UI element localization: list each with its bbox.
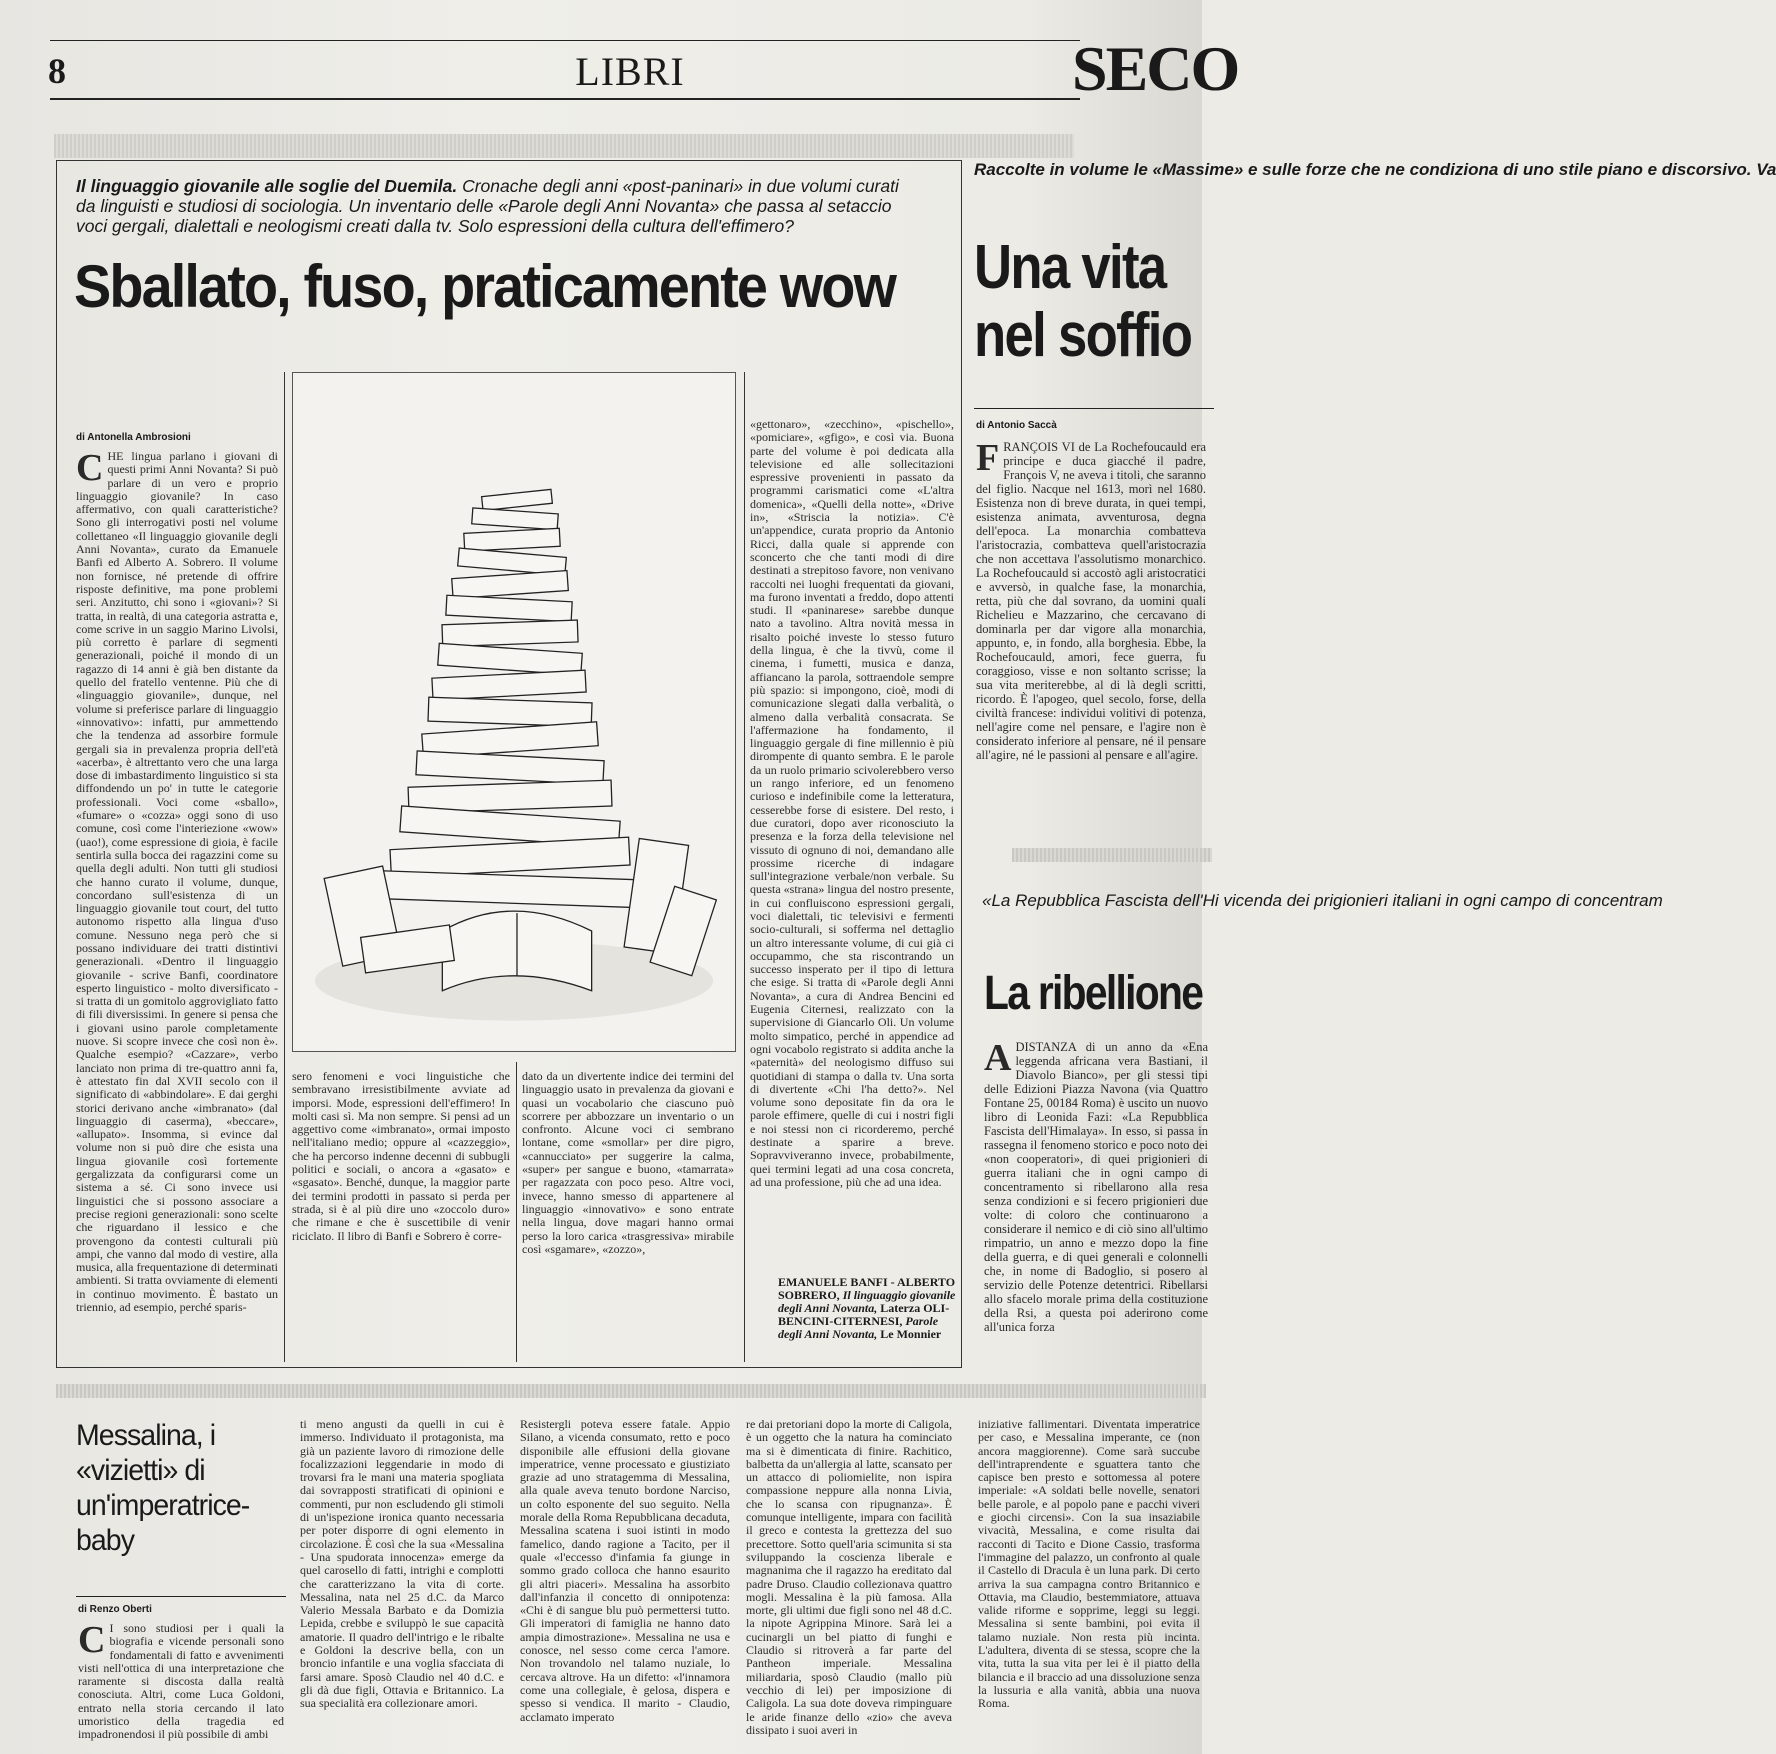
- book-credits: [778, 1276, 956, 1341]
- column-text: «gettonaro», «zecchino», «pischello», «pomiciare», «gfigo», e così via. Buona parte del volume è poi dedicata alla televisione ed alle sollecitazioni espressive provenienti in passato da programmi carismatici come «L'altra domenica», «Quelli della notte», «Drive in», «Striscia la notizia». C'è un'appendice, curata proprio da Antonio Ricci, dalla quale si apprende con sconcerto che che tanti modi di dire destinati a strepitoso favore, non venivano raccolti nei luoghi frequentati da giovani, ma furono inventati a freddo, dopo attenti studi. Il «paninarese» sarebbe dunque nato a tavolino. Altra novità messa in risalto poiché investe lo stesso futuro della lingua, è che la tivvù, come il cinema, i fumetti, musica e danza, affiancano la parola, sottraendole sempre più spazio: si impongono, cioè, modi di comunicazione slegati dalla verbalità, o almeno dalla verbalità consacrata. Se l'affermazione ha fondamento, il linguaggio gergale di fine millennio è più dirompente di quanto sembra. E le parole da un ruolo primario scivolerebbero verso un rango inferiore, ed un fenomeno curioso e indefinibile come la letteratura, cesserebbe forse di esistere. Del resto, i due curatori, dopo aver riconosciuto la presenza e la forza della televisione nel vissuto di ognuno di noi, demandano alle prossime ricerche di indagare sull'integrazione verbale/non verbale. Su questa «strana» lingua del nostro presente, in cui confluiscono espressioni gergali, voci dialettali, tic televisivi e fermenti socio-culturali, si sofferma nel dettaglio un altro interessante volume, di cui già ci occupammo, che sta riscontrando un successo insperato per il tipo di lettura che esige. Si tratta di «Parole degli Anni Novanta», a cura di Andrea Bencini ed Eugenia Citernesi, realizzato con la supervisione di Giancarlo Oli. Un volume molto simpatico, perché in appendice ad ogni vocabolo registrato si addita anche la «paternità» del neologismo diffuso sui quotidiani di stampa o dalla tv. Una sorta di divertente «Chi l'ha detto?». Nel volume sono depositate fin da ora le parole effimere, quelle di cui i nostri figli e noi stessi non ci ricorderemo, perché destinate a sparire a breve. Sopravviveranno invece, probabilmente, quei termini legati ad una cosa concreta, ad una professione, più che ad una idea.: [750, 417, 954, 1189]
- article-byline: di Antonella Ambrosioni: [76, 432, 191, 443]
- column-text: ti meno angusti da quelli in cui è immerso. Individuato il protagonista, ma già un paziente lavoro di rimozione delle focalizzazioni leggendarie in modo di trovarsi fra le mani una materia spogliata dai sovrapposti stratificati di opinioni e commenti, pur non escludendo gli stimoli di un'ispezione ironica quanto necessaria per poter disporre di ogni elemento in circolazione. È così che la sua «Messalina - Una spudorata innocenza» emerge da quel carosello di fatti, intrighi e complotti che caratterizzano la vita di corte. Messalina, nata nel 25 d.C. da Marco Valerio Messala Barbato e da Domizia Lepida, crebbe e sviluppò le sue capacità amatorie. Il quadro dell'intrigo e le ribalte e Goldoni la descrive bella, con un broncio infantile e una voglia sfacciata di farsi amare. Sposò Claudio nel 40 d.C. e gli dà due figli, Ottavia e Britannico. La sua specialità era collezionare amori.: [300, 1417, 504, 1711]
- credit-authors-2: OLI-BENCINI-CITERNESI,: [778, 1301, 950, 1328]
- column-text: I sono studiosi per i quali la biografia e vicende personali sono fondamentali di fatto e avvenimenti visti nell'ottica di una interpretazione che raramente si discosta dalla realtà conosciuta. Altri, come Luca Goldoni, entrato nella storia cercando il lato umoristico della tragedia ed impadronendosi il più possibile di ambi: [78, 1621, 284, 1742]
- headline-line: Una vita: [974, 233, 1166, 302]
- right-rule: [974, 408, 1214, 409]
- right-article-2-kicker: «La Repubblica Fascista dell'Hi vicenda dei prigionieri italiani in ogni campo di concentram: [982, 891, 1663, 910]
- credit-title-2: Parole degli Anni Novanta,: [778, 1314, 939, 1341]
- masthead: [0, 0, 1239, 120]
- dropcap: C: [76, 447, 104, 489]
- credit-publisher-1: Laterza: [880, 1301, 921, 1315]
- bottom-article-column-5: [978, 1418, 1200, 1754]
- column-divider: [284, 372, 285, 1362]
- column-text: iniziative fallimentari. Diventata imperatrice per caso, e Messalina imperante, ce (non ancora maggiorenne). Come sarà succube dell'intraprendente e sguattera tanto che capisce ben presto e sottomessa al potere imperiale: «A soldati belle novelle, senatori belle parole, e al popolo pane e pacchi viveri e giochi circensi». Con la sua insaziabile vivacità, Messalina, e come risulta dai racconti di Tacito e Dione Cassio, trasforma l'immagine del palazzo, un confronto al quale il Castello di Dracula è un luna park. Di certo arriva la sua campagna contro Britannico e Ottavia, ma Claudio, bestemmiatore, attuava valide riforme e sopprime, leggi su leggi. Messalina si sente bambini, poi evita il talamo nuziale. Non resta più incinta. L'adultera, diventa di se stessa, scopre che la vita, tutta la sua vita per lei è il piatto della bilancia e il braccio ad una dissoluzione senza la lussuria e alla vanità, abbia una nuova Roma.: [978, 1417, 1200, 1711]
- column-text: HE lingua parlano i giovani di questi primi Anni Novanta? Si può parlare di un vero e proprio linguaggio giovanile? In caso affermativo, con quali caratteristiche? Sono gli interrogativi posti nel volume collettaneo «Il linguaggio giovanile degli Anni Novanta», curato da Emanuele Banfi ed Alberto A. Sobrero. Il volume non fornisce, né pretende di offrire risposte definitive, ma pone problemi seri. Anzitutto, chi sono i «giovani»? Si tratta, in realtà, di una categoria astratta e, come scrive in un saggio Marino Livolsi, più corretto è parlare di segmenti generazionali, poiché il mondo di un ragazzo di 14 anni è già ben distante da quello del fratello ventenne. Più che di «linguaggio giovanile», dunque, nel volume si preferisce parlare di linguaggio «innovativo»: infatti, pur ammettendo che la tendenza ad assorbire formule gergali sia in prevalenza propria dell'età «acerba», è altrettanto vero che una larga dose di imbastardimento linguistico si sta diffondendo un po' in tutte le categorie professionali. Voci come «sballo», «fumare» o «cozza» oggi sono di uso comune, così come l'interiezione «wow» (uao!), come espressione di gioia, è facile sentirla sulla bocca dei ragazzini come su quella degli adulti. Non tutti gli studiosi che hanno curato il volume, dunque, concordano sull'esistenza di un linguaggio giovanile tout court, del tutto autonomo rispetto alla lingua d'uso comune. Nessuno nega però che si possano individuare dei tratti distintivi generazionali. «Dentro il linguaggio giovanile - scrive Banfi, coordinatore esperto linguistico - molto diversificato - si tratta di un gomitolo aggrovigliato fatto di fili diversissimi. In genere si pensa che i giovani usino parole completamente nuove. Si scopre invece che così non è». Qualche esempio? «Cazzare», verbo lanciato non prima di tre-quattro anni fa, è attestato fin dal XVII secolo con il significato di «abbindolare». E dai gerghi storici derivano anche «imbranato» (dal linguaggio di caserma), «beccare», «allupato». Insomma, si evince dal volume non si può dire che esista una lingua giovanile così fortemente gergalizzata da configurarsi come un sistema a sé. Ci sono invece usi linguistici che si possono associare a precise regioni generazionali: sono scelte che riguardano il lessico e che provengono da contesti culturali più ampi, che vanno dal modo di vestire, alla musica, alla frequentazione di determinati ambienti. Si tratta ovviamente di elementi in continuo movimento. È bastato un triennio, ad esempio, perché sparis-: [76, 449, 278, 1314]
- credit-authors-1: EMANUELE BANFI - ALBERTO SOBRERO,: [778, 1275, 956, 1302]
- right-article-2-headline: La ribellione: [984, 967, 1203, 1020]
- column-divider: [744, 372, 745, 1362]
- gray-band: [56, 1384, 1206, 1398]
- column-text: Resistergli poteva essere fatale. Appio Silano, a vicenda consumato, retto e poco disponibile alle effusioni della giovane imperatrice, venne processato e giustiziato grazie ad uno stratagemma di Messalina, alla quale aveva tenuto bordone Narciso, un colto esponente del suo seguito. Nella morale della Roma Repubblicana decaduta, Messalina scatena i suoi istinti in modo famelico, dando ragione a Tacito, per il quale «l'eccesso d'infamia fa giunge in sommo grado colloca che hanno esaurito gli altri piaceri». Messalina ha assorbito dall'infanzia il concetto di onnipotenza: «Chi è di sangue blu può permettersi tutto. Gli imperatori di famiglia ne hanno dato ampia dimostrazione». Messalina ne usa e conosce, nel sesso come cerca l'amore. Non trovandolo nel talamo nuziale, lo cercava altrove. Ha un difetto: «l'innamora come una collegiale, è gelosa, dispera e spesso si vendica. Il marito - Claudio, acclamato imperato: [520, 1417, 730, 1724]
- masthead-rule: [50, 98, 1080, 100]
- bottom-article-byline: di Renzo Oberti: [78, 1604, 152, 1615]
- bottom-article-column-1: [78, 1619, 284, 1754]
- right-article-headline: [974, 234, 1195, 370]
- books-illustration: [292, 372, 736, 1052]
- article-column-3: [522, 1070, 734, 1360]
- right-kicker-text: Raccolte in volume le «Massime» e sulle forze che ne condiziona di uno stile piano e discorsivo. Va: [974, 160, 1776, 179]
- bottom-article-column-2: [300, 1418, 504, 1754]
- stacked-books-drawing: [293, 373, 735, 1051]
- headline-rule: [76, 1596, 286, 1597]
- column-divider: [516, 1062, 517, 1362]
- article-kicker: [76, 176, 916, 236]
- right-article-body: [976, 437, 1206, 832]
- right-article-kicker: [974, 160, 1776, 180]
- credit-publisher-2: Le Monnier: [880, 1327, 942, 1341]
- headline-line: nel soffio: [974, 301, 1192, 370]
- dropcap: F: [976, 437, 1000, 479]
- column-text: re dai pretoriani dopo la morte di Caligola, è un oggetto che la natura ha cominciato ma si è dimenticata di finire. Rachitico, balbetta da un'allergia al latte, scansato per un attacco di poliomielite, non ispira compassione neppure alla nonna Livia, che lo scansa con ripugnanza». È comunque intelligente, impara con facilità il greco e contesta la grettezza del suo precettore. Sotto quell'aria scimunita si sta sviluppando la coscienza liberale e magnanima che il ragazzo ha ereditato dal padre Druso. Claudio collezionava quattro mogli. Messalina è la più famosa. Alla morte, gli ultimi due figli sono nel 48 d.C. la nipote Agrippina Minore. Sarà lei a cucinargli un bel piatto di funghi e Claudio si ritroverà a far parte del Pantheon imperiale. Messalina miliardaria, sposò Claudio (mallo più vecchio di lei) per imposizione di Caligola. La sua dote doveva rimpinguare le aride finanze dello «zio» che aveva dissipato i suoi averi in: [746, 1417, 952, 1737]
- dropcap: A: [984, 1037, 1012, 1079]
- column-text: dato da un divertente indice dei termini del linguaggio usato in prevalenza da giovani e quasi un vocabolario che ciascuno può scorrere per abbozzare un inventario o un confronto. Alcune voci ci sembrano lontane, come «smollar» per dire pigro, «cannucciato» per suggerire la calma, «super» per sangue e buono, «tamarrata» per ragazzata con poco peso. Altre voci, invece, hanno smesso di appartenere al linguaggio «innovativo» e sono entrate nella lingua, dove magari hanno ormai perso la loro carica «trasgressiva» mirabile così «sgamare», «zozzo»,: [522, 1069, 734, 1256]
- gray-band: [1012, 848, 1212, 862]
- kicker-lead: Il linguaggio giovanile alle soglie del Duemila.: [76, 176, 458, 196]
- right-article-2-body: [984, 1037, 1208, 1370]
- article-column-1: [76, 447, 278, 1350]
- article-column-2: [292, 1070, 510, 1360]
- masthead-rule: [50, 40, 1080, 41]
- newspaper-brand: SECO: [1072, 33, 1239, 104]
- page-number: 8: [48, 51, 66, 91]
- bottom-article-column-3: [520, 1418, 730, 1754]
- column-text: sero fenomeni e voci linguistiche che sembravano irresistibilmente avviate ad imporsi. Mode, espressioni dell'effimero! In molti casi sì. Ma non sempre. Si pensi ad un aggettivo come «imbranato», ormai imposto nell'italiano medio; oppure al «cazzeggio», che ha percorso indenne decenni di subbugli politici e sociali, o ancora a «gasato» e «sgasato». Benché, dunque, la maggior parte dei termini prodotti in passato si perda per strada, si è al più dire uno «zoccolo duro» che rimane e che è suscettibile di venir riciclato. Il libro di Banfi e Sobrero è corre-: [292, 1069, 510, 1243]
- gray-band: [54, 134, 1074, 158]
- article-headline: Sballato, fuso, praticamente wow: [74, 253, 896, 320]
- credit-title-1: Il linguaggio giovanile degli Anni Novanta,: [778, 1288, 956, 1315]
- kicker-rest: Cronache degli anni «post-paninari» in due volumi curati da linguisti e studiosi di sociologia. Un inventario delle «Parole degli Anni Novanta» che passa al setaccio voci gergali, dialettali e neologismi creati dalla tv. Solo espressioni della cultura dell'effimero?: [76, 176, 899, 236]
- dropcap: C: [78, 1619, 106, 1661]
- column-text: DISTANZA di un anno da «Ena leggenda africana vera Bastiani, il Diavolo Bianco», per gli stessi tipi delle Edizioni Piazza Navona (via Quattro Fontane 25, 00184 Roma) è uscito un nuovo libro di Leonida Fazi: «La Repubblica Fascista dell'Himalaya». In esso, si passa in rassegna il fenomeno storico e poco noto dei «non cooperatori», di quei prigionieri di guerra italiani che in ogni campo di concentramento si ribellarono alla resa senza condizioni e si fecero prigionieri due volte: di coloro che continuarono a considerare il nemico e di ciò sino all'ultimo rimpatrio, un anno e mezzo dopo la fine della guerra, e di quei generali e colonnelli che, in nome di Badoglio, si posero al servizio delle Potenze detentrici. Ribellarsi allo sfacelo morale prima della costituzione della Rsi, a questa poi aderirono come all'unica forza: [984, 1040, 1208, 1334]
- right-article-byline: di Antonio Saccà: [976, 420, 1057, 431]
- bottom-article-headline: Messalina, i «vizietti» di un'imperatrice-baby: [76, 1419, 250, 1557]
- bottom-article-column-4: [746, 1418, 952, 1754]
- column-text: RANÇOIS VI de La Rochefoucauld era principe e duca giacché il padre, François V, ne aveva i titoli, che saranno del figlio. Nacque nel 1613, morì nel 1680. Esistenza non di breve durata, in quei tempi, esistenza animata, avventurosa, degna dell'epoca. La monarchia combatteva l'aristocrazia, combatteva quell'aristocrazia che non accettava l'assolutismo monarchico. La Rochefoucauld si accostò agli aristocratici e avversò, in qualche fase, la monarchia, retta, più che dal sovrano, da uomini quali Richelieu e Mazzarino, che cercavano di dominarla per dar vigore alla monarchia, appunto, e, in fondo, alla borghesia. Ebbe, la Rochefoucauld, amori, fece guerra, fu coraggioso, visse e non soltanto scrisse; la sua vita meriterebbe, al di là degli scritti, ricordo. È l'apogeo, quel secolo, forse, della civiltà francese: individui volitivi di potenza, nell'agire come nel pensare, e l'agire non è considerato inferiore al pensare, né il pensare all'agire, né le passioni al pensare e all'agire.: [976, 440, 1206, 762]
- article-column-4: [750, 418, 954, 1254]
- section-title: LIBRI: [575, 49, 685, 94]
